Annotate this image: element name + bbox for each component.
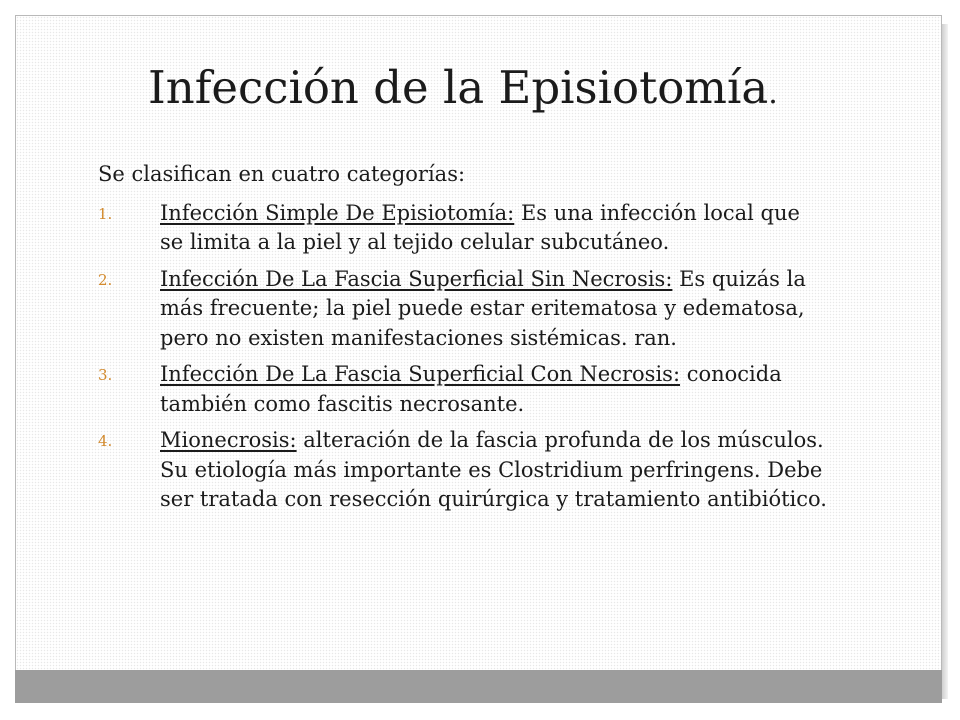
item-number: 2. <box>98 270 113 289</box>
item-description: Es quizás la más frecuente; la piel puede estar eritematosa y edematosa, pero no existen manifestaciones sistémicas. ran. <box>160 266 806 350</box>
item-term: Infección De La Fascia Superficial Con Necrosis: <box>160 362 681 386</box>
list-item <box>98 360 828 419</box>
slide-title-period: . <box>768 76 778 111</box>
item-description: alteración de la fascia profunda de los músculos. Su etiología más importante es Clostridium perfringens. Debe ser tratada con resección quirúrgica y tratamiento antibiótico. <box>160 428 827 511</box>
item-description: conocida también como fascitis necrosante. <box>160 362 782 416</box>
list-item <box>98 265 828 354</box>
frame-shadow <box>942 24 948 699</box>
item-number: 1. <box>98 204 113 223</box>
item-term: Infección Simple De Episiotomía: <box>160 200 515 225</box>
list-item <box>98 426 828 515</box>
intro-text: Se clasifican en cuatro categorías: <box>98 162 466 186</box>
bottom-bar <box>15 670 942 703</box>
item-number: 4. <box>98 432 113 450</box>
item-term: Mionecrosis: <box>160 428 297 452</box>
slide-body <box>98 160 828 522</box>
item-term: Infección De La Fascia Superficial Sin Necrosis: <box>160 266 673 291</box>
slide-title <box>148 62 778 114</box>
slide-title-text: Infección de la Episiotomía <box>148 61 769 114</box>
item-description: Es una infección local que se limita a la piel y al tejido celular subcutáneo. <box>160 200 800 254</box>
category-list <box>98 199 828 515</box>
list-item <box>98 199 828 258</box>
item-number: 3. <box>98 366 113 384</box>
